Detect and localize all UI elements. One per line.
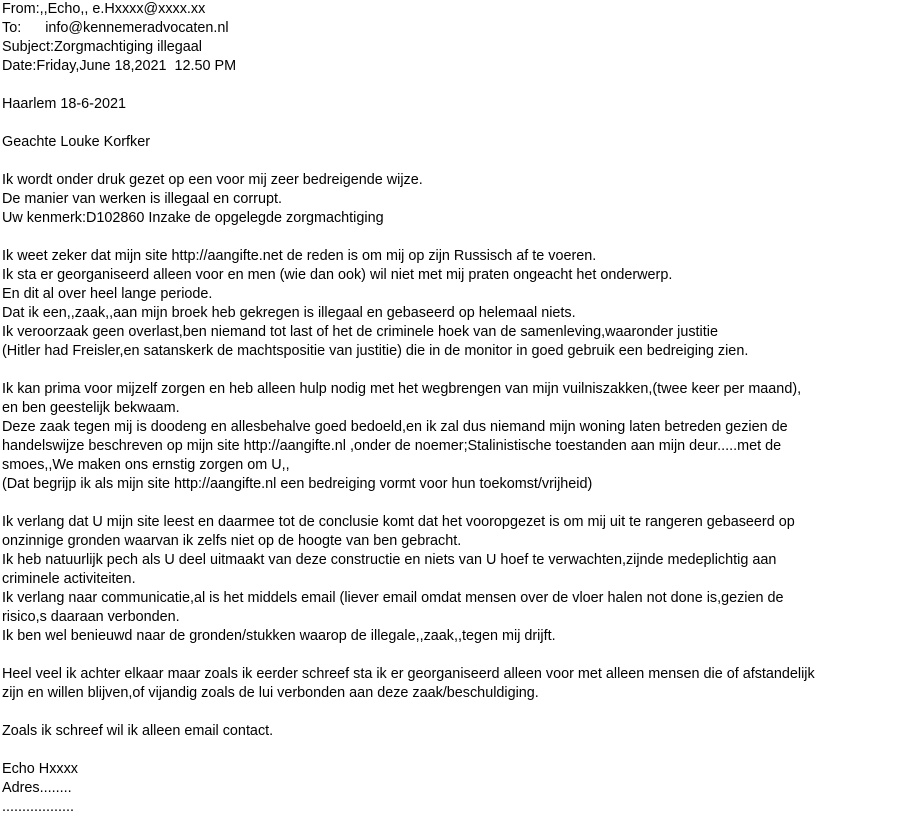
- paragraph-line: Ik weet zeker dat mijn site http://aangifte.net de reden is om mij op zijn Russisch af te voeren.: [2, 248, 597, 264]
- paragraph-line: De manier van werken is illegaal en corrupt.: [2, 191, 282, 207]
- date-label: Date:: [2, 58, 37, 74]
- from-label: From:: [2, 1, 40, 17]
- paragraph-line: Ik wordt onder druk gezet op een voor mij zeer bedreigende wijze.: [2, 172, 423, 188]
- place-date: Haarlem 18-6-2021: [2, 96, 126, 112]
- paragraph-line: Deze zaak tegen mij is doodeng en allesbehalve goed bedoeld,en ik zal dus niemand mijn woning laten betreden gezien de: [2, 419, 788, 435]
- paragraph-line: Dat ik een,,zaak,,aan mijn broek heb gekregen is illegaal en gebaseerd op helemaal niets.: [2, 305, 576, 321]
- paragraph-line: Ik kan prima voor mijzelf zorgen en heb alleen hulp nodig met het wegbrengen van mijn vuilniszakken,(twee keer per maand),: [2, 381, 802, 397]
- paragraph-line: (Hitler had Freisler,en satanskerk de machtspositie van justitie) die in de monitor in goed gebruik een bedreiging zien.: [2, 343, 749, 359]
- paragraph-line: Ik heb natuurlijk pech als U deel uitmaakt van deze constructie en niets van U hoef te verwachten,zijnde medeplichtig aan: [2, 552, 777, 568]
- date-line: [2, 57, 902, 76]
- subject-line: [2, 38, 902, 57]
- paragraph-line: Ik ben wel benieuwd naar de gronden/stukken waarop de illegale,,zaak,,tegen mij drijft.: [2, 628, 556, 644]
- paragraph-line: Heel veel ik achter elkaar maar zoals ik eerder schreef sta ik er georganiseerd alleen voor met alleen mensen die of afstandelijk: [2, 666, 815, 682]
- signature-address: Adres........: [2, 780, 72, 796]
- subject-value: Zorgmachtiging illegaal: [54, 39, 202, 55]
- paragraph-line: Ik verlang naar communicatie,al is het middels email (liever email omdat mensen over de vloer halen not done is,gezien de: [2, 590, 784, 606]
- paragraph-line: criminele activiteiten.: [2, 571, 136, 587]
- paragraph-line: smoes,,We maken ons ernstig zorgen om U,,: [2, 457, 290, 473]
- paragraph-line: onzinnige gronden waarvan ik zelfs niet op de hoogte van ben gebracht.: [2, 533, 462, 549]
- salutation: Geachte Louke Korfker: [2, 134, 150, 150]
- email-document: [2, 0, 902, 817]
- closing-line: Zoals ik schreef wil ik alleen email contact.: [2, 723, 274, 739]
- from-line: [2, 0, 902, 19]
- paragraph-line: en ben geestelijk bekwaam.: [2, 400, 180, 416]
- subject-label: Subject:: [2, 39, 54, 55]
- paragraph-line: (Dat begrijp ik als mijn site http://aangifte.nl een bedreiging vormt voor hun toekomst/vrijheid): [2, 476, 593, 492]
- signature-name: Echo Hxxxx: [2, 761, 78, 777]
- paragraph-line: Uw kenmerk:D102860 Inzake de opgelegde zorgmachtiging: [2, 210, 384, 226]
- to-value: info@kennemeradvocaten.nl: [45, 20, 229, 36]
- paragraph-line: Ik verlang dat U mijn site leest en daarmee tot de conclusie komt dat het vooropgezet is om mij uit te rangeren gebaseerd op: [2, 514, 795, 530]
- to-label: To:: [2, 20, 22, 36]
- paragraph-line: Ik sta er georganiseerd alleen voor en men (wie dan ook) wil niet met mij praten ongeacht het onderwerp.: [2, 267, 673, 283]
- paragraph-line: En dit al over heel lange periode.: [2, 286, 213, 302]
- paragraph-line: risico,s daaraan verbonden.: [2, 609, 180, 625]
- from-value: ,,Echo,, e.Hxxxx@xxxx.xx: [39, 1, 206, 17]
- paragraph-line: Ik veroorzaak geen overlast,ben niemand tot last of het de criminele hoek van de samenleving,waaronder justitie: [2, 324, 718, 340]
- date-value: Friday,June 18,2021 12.50 PM: [36, 58, 237, 74]
- signature-dots: ..................: [2, 799, 74, 815]
- to-line: [2, 19, 902, 38]
- paragraph-line: zijn en willen blijven,of vijandig zoals de lui verbonden aan deze zaak/beschuldiging.: [2, 685, 539, 701]
- paragraph-line: handelswijze beschreven op mijn site http://aangifte.nl ,onder de noemer;Stalinistische toestanden aan mijn deur.....met de: [2, 438, 782, 454]
